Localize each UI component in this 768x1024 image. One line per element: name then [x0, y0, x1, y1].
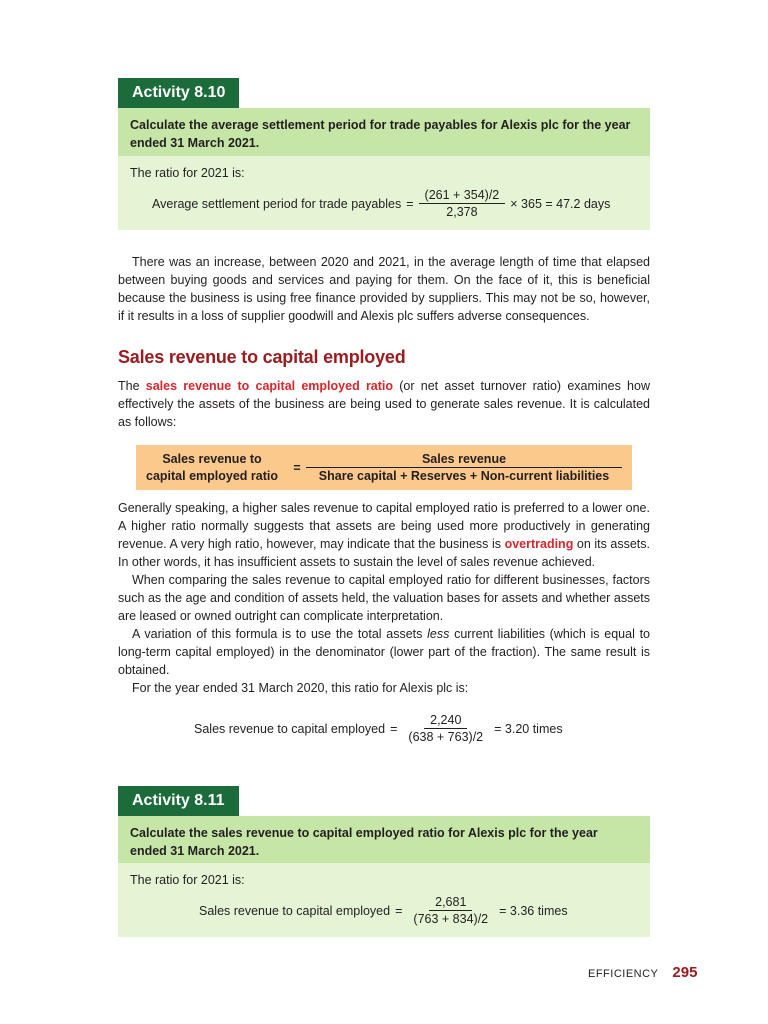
formula-numerator: 2,240	[424, 713, 467, 729]
p4-italic: less	[427, 627, 450, 641]
formula-fraction	[402, 713, 489, 744]
capital-employed-formula-2021	[199, 895, 568, 926]
formula-result: = 3.36 times	[499, 903, 568, 918]
page-number: 295	[672, 964, 698, 981]
label-line-1: Sales revenue to	[162, 451, 262, 466]
p2-before: Generally speaking, a higher sales revenue to capital employed ratio is preferred to a lower one. A higher ratio normally suggests that assets are being used more productively in generating revenue. A very high ratio, however, may indicate that the business is	[118, 501, 650, 551]
formula-numerator: (261 + 354)/2	[419, 188, 506, 204]
activity-8-11-tag: Activity 8.11	[118, 786, 239, 816]
formula-fraction	[407, 895, 494, 926]
p4-before: A variation of this formula is to use the total assets	[132, 627, 428, 641]
ratio-definition-box	[136, 445, 632, 490]
body-paragraphs-ratio	[118, 499, 650, 697]
ratio-definition-label	[136, 451, 288, 485]
label-line-2: capital employed ratio	[146, 468, 278, 483]
formula-label: Average settlement period for trade payables	[152, 196, 402, 211]
paragraph-year-2020: For the year ended 31 March 2020, this ratio for Alexis plc is:	[132, 681, 469, 695]
formula-fraction	[419, 188, 506, 219]
ratio-definition-equals: =	[293, 460, 301, 475]
ratio-definition-denominator: Share capital + Reserves + Non-current liabilities	[318, 469, 610, 483]
formula-equals: =	[406, 196, 414, 211]
formula-result: = 3.20 times	[494, 721, 563, 736]
body-paragraph-payables	[118, 253, 650, 325]
activity-8-10-tag: Activity 8.10	[118, 78, 239, 108]
formula-denominator: (763 + 834)/2	[413, 912, 489, 926]
paragraph-variation	[118, 625, 650, 679]
formula-label: Sales revenue to capital employed	[199, 903, 391, 918]
payables-settlement-formula	[152, 188, 610, 219]
ratio-definition-fraction	[306, 452, 632, 483]
intro-before: The	[118, 379, 146, 393]
formula-equals: =	[390, 721, 398, 736]
formula-denominator: (638 + 763)/2	[408, 730, 484, 744]
activity-8-10-answer-intro: The ratio for 2021 is:	[130, 166, 245, 180]
activity-8-11-question: Calculate the sales revenue to capital employed ratio for Alexis plc for the year ended 31 March 2021.	[118, 816, 650, 863]
intro-paragraph	[118, 377, 650, 431]
p4-after: current liabilities (which is equal to long-term capital employed) in the denominator (lower part of the fraction). The same result is obtained.	[118, 627, 651, 677]
capital-employed-formula-2020	[194, 713, 563, 744]
formula-equals: =	[395, 903, 403, 918]
section-heading: Sales revenue to capital employed	[118, 347, 406, 367]
p2-after: on its assets. In other words, it has insufficient assets to sustain the level of sales revenue achieved.	[118, 537, 650, 569]
keyterm-sales-revenue-ratio: sales revenue to capital employed ratio	[145, 379, 394, 393]
paragraph-text: There was an increase, between 2020 and 2021, in the average length of time that elapsed between buying goods and services and paying for them. On the face of it, this is beneficial because the business is using free finance provided by suppliers. This may not be so, however, if it results in a loss of supplier goodwill and Alexis plc suffers adverse consequences.	[118, 255, 650, 323]
formula-result: × 365 = 47.2 days	[510, 196, 611, 211]
page-footer	[588, 964, 697, 981]
formula-label: Sales revenue to capital employed	[194, 721, 386, 736]
formula-numerator: 2,681	[429, 895, 472, 911]
paragraph-higher-ratio	[118, 499, 650, 571]
keyterm-overtrading: overtrading	[504, 537, 574, 551]
activity-8-10-question: Calculate the average settlement period for trade payables for Alexis plc for the year ended 31 March 2021.	[118, 108, 650, 156]
intro-after: (or net asset turnover ratio) examines how effectively the assets of the business are being used to generate sales revenue. It is calculated as follows:	[118, 379, 650, 429]
formula-denominator: 2,378	[446, 205, 478, 219]
activity-8-11-answer-intro: The ratio for 2021 is:	[130, 873, 245, 887]
footer-section-name: EFFICIENCY	[588, 968, 659, 980]
paragraph-comparing: When comparing the sales revenue to capital employed ratio for different businesses, factors such as the age and condition of assets held, the valuation bases for assets and whether assets are leased or owned outright can complicate interpretation.	[118, 573, 650, 623]
ratio-definition-numerator: Sales revenue	[306, 452, 622, 468]
